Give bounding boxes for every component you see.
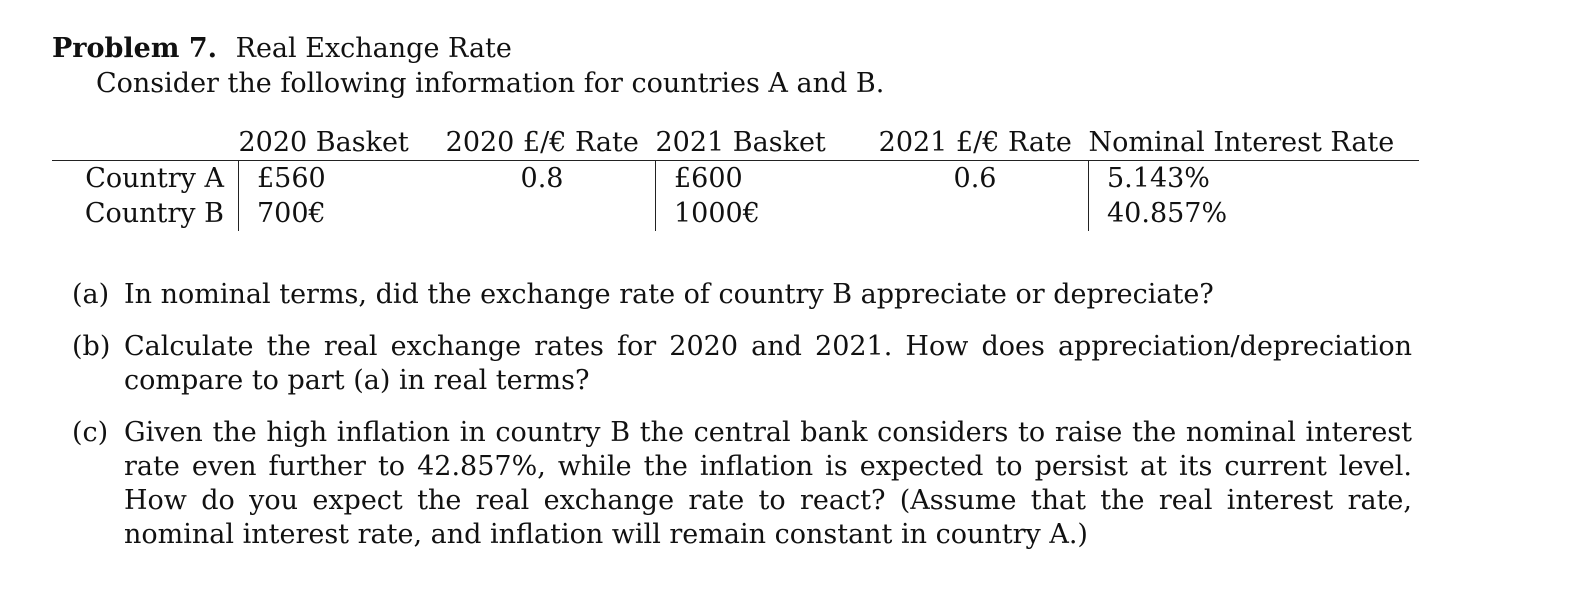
question-item: [72, 330, 1412, 398]
column-header-2021-rate: 2021 £/€ Rate: [862, 125, 1089, 161]
exchange-rate-table: [52, 125, 1419, 231]
country-name: Country A: [85, 163, 224, 194]
basket-2020-value: 700€: [239, 196, 430, 231]
rate-2021-value: [862, 196, 1089, 231]
table-row: [52, 196, 1419, 231]
table-header-row: [52, 125, 1419, 161]
basket-2020-value: £560: [239, 161, 430, 197]
question-item: [72, 416, 1412, 552]
question-marker: (a): [72, 279, 110, 310]
rate-2020-value: [429, 196, 656, 231]
question-item: [72, 278, 1412, 312]
column-header-2020-rate: 2020 £/€ Rate: [429, 125, 656, 161]
country-name: Country B: [84, 198, 224, 229]
table-row: [52, 161, 1419, 197]
question-list: [72, 278, 1412, 570]
nominal-interest-value: 5.143%: [1089, 161, 1420, 197]
problem-intro: Consider the following information for countries A and B.: [96, 68, 885, 99]
question-text: Calculate the real exchange rates for 2020 and 2021. How does appreciation/depreciation compare to part (a) in real terms?: [124, 331, 1412, 396]
question-marker: (c): [72, 417, 109, 448]
basket-2021-value: 1000€: [656, 196, 863, 231]
question-text: In nominal terms, did the exchange rate of country B appreciate or depreciate?: [124, 279, 1214, 310]
problem-heading: [52, 33, 512, 64]
column-header-2021-basket: 2021 Basket: [656, 125, 863, 161]
rate-2021-value: 0.6: [953, 163, 997, 194]
question-marker: (b): [72, 331, 111, 362]
basket-2021-value: £600: [656, 161, 863, 197]
question-text: Given the high inflation in country B the central bank considers to raise the nominal interest rate even further to 42.857%, while the inflation is expected to persist at its current level. How do you expect the real exchange rate to react? (Assume that the real interest rate, nominal interest rate, and inflation will remain constant in country A.): [124, 417, 1412, 550]
column-header-nominal-interest: Nominal Interest Rate: [1089, 125, 1420, 161]
column-header-country: [52, 125, 239, 161]
column-header-2020-basket: 2020 Basket: [239, 125, 430, 161]
problem-label: Problem 7.: [52, 33, 218, 64]
problem-title: Real Exchange Rate: [235, 33, 512, 64]
rate-2020-value: 0.8: [520, 163, 564, 194]
nominal-interest-value: 40.857%: [1089, 196, 1420, 231]
